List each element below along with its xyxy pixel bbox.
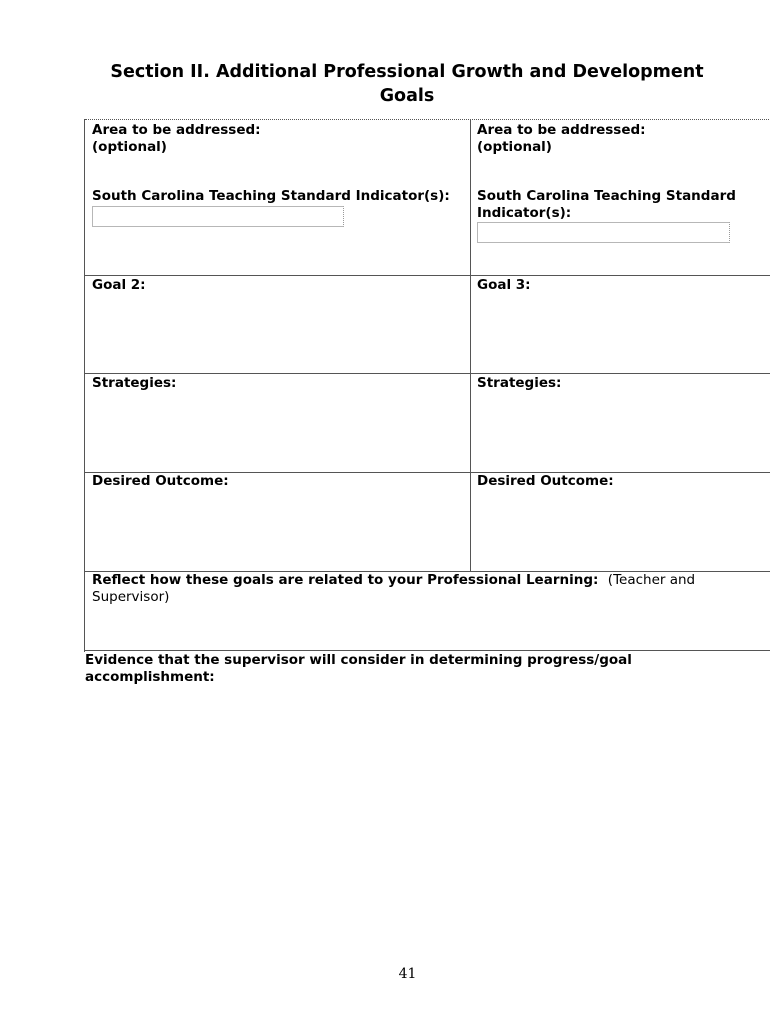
evidence-section [85, 652, 745, 686]
right-standard-label-line1: South Carolina Teaching Standard [477, 188, 736, 204]
row-divider-strategies [85, 373, 770, 374]
reflect-note-part1: (Teacher and [607, 572, 696, 588]
right-goal-label: Goal 3: [477, 277, 531, 293]
left-standard-input[interactable] [92, 206, 344, 227]
left-outcome-label: Desired Outcome: [92, 473, 229, 489]
right-standard-label-line2: Indicator(s): [477, 205, 572, 221]
evidence-line2: accomplishment: [85, 669, 215, 685]
page-title: Section II. Additional Professional Growth and Development Goals [110, 62, 704, 106]
page-number: 41 [398, 966, 417, 982]
left-area-optional: (optional) [92, 139, 167, 155]
reflect-note-part2: Supervisor) [92, 589, 170, 605]
right-area-label: Area to be addressed: [477, 122, 646, 138]
table-bottom-border [85, 650, 770, 651]
reflect-label: Reflect how these goals are related to your Professional Learning: [92, 572, 599, 588]
column-divider [470, 119, 471, 571]
reflect-line1 [92, 572, 767, 589]
row-divider-goal [85, 275, 770, 276]
left-goal-label: Goal 2: [92, 277, 146, 293]
reflect-cell [92, 572, 767, 606]
goals-table [84, 119, 770, 652]
right-standard-input[interactable] [477, 222, 730, 243]
right-outcome-label: Desired Outcome: [477, 473, 614, 489]
right-area-cell [477, 122, 767, 156]
left-standard-label: South Carolina Teaching Standard Indicator(s): [92, 188, 450, 204]
left-area-cell [92, 122, 462, 156]
evidence-line1: Evidence that the supervisor will consider in determining progress/goal [85, 652, 632, 668]
right-area-optional: (optional) [477, 139, 552, 155]
table-top-border [85, 119, 770, 120]
right-standard-cell [477, 188, 767, 222]
right-strategies-label: Strategies: [477, 375, 562, 391]
left-area-label: Area to be addressed: [92, 122, 261, 138]
left-strategies-label: Strategies: [92, 375, 177, 391]
